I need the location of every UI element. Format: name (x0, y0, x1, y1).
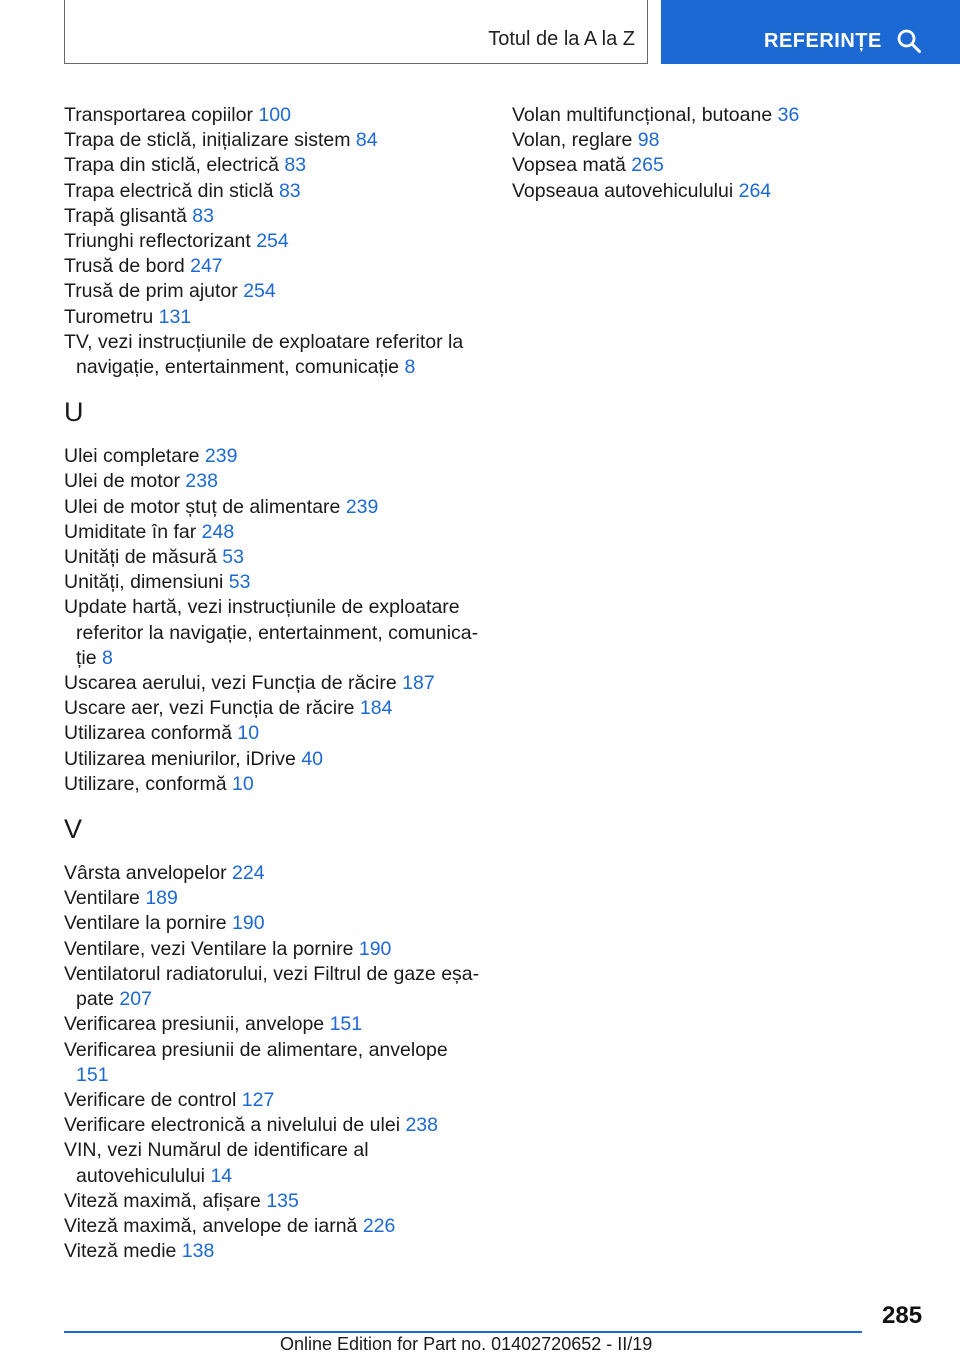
section-letter-v: V (64, 814, 83, 845)
entry-text: Trapa de sticlă, inițializare sistem (64, 129, 351, 152)
entry-text: Ventilare, vezi Ventilare la pornire (64, 937, 354, 960)
index-entry (64, 545, 484, 570)
entry-text: Trusă de bord (64, 255, 185, 278)
entry-text: Utilizarea meniurilor, iDrive (64, 747, 296, 770)
index-entry (64, 153, 484, 178)
entry-text: Viteză maximă, afișare (64, 1189, 261, 1212)
index-entry (64, 179, 484, 204)
page-link[interactable]: 239 (345, 495, 379, 518)
entry-text: Ulei completare (64, 445, 200, 468)
index-entry (64, 671, 484, 696)
entry-text: Trapa electrică din sticlă (64, 179, 274, 202)
index-entry (64, 520, 484, 545)
chapter-header (64, 0, 648, 64)
entry-text: Ventilatorul radiatorului, vezi Filtrul de gaze eșapate (64, 962, 480, 1011)
entry-text: TV, vezi instrucțiunile de exploatare referitor la navigație, entertainment, comunicație (64, 330, 464, 379)
entry-text: Volan multifuncțional, butoane (512, 104, 773, 126)
page-link[interactable]: 238 (185, 470, 218, 493)
entry-text: Triunghi reflectorizant (64, 230, 251, 253)
index-entry (64, 279, 484, 304)
entry-text: Unități de măsură (64, 546, 217, 569)
chapter-title: Totul de la A la Z (488, 28, 635, 50)
page-link[interactable]: 151 (76, 1063, 109, 1086)
index-entry (512, 128, 932, 153)
entry-text: Ulei de motor ștuț de alimentare (64, 495, 341, 518)
entry-text: Utilizare, conformă (64, 772, 227, 795)
entry-text: Verificarea presiunii de alimentare, anvelope (64, 1038, 448, 1061)
page-link[interactable]: 14 (210, 1164, 233, 1187)
index-entry (64, 747, 484, 772)
index-entry (512, 153, 932, 178)
reference-tab-label: REFERINȚE (764, 30, 882, 52)
page-link[interactable]: 254 (243, 280, 276, 303)
page-link[interactable]: 84 (355, 129, 378, 152)
index-entry (64, 861, 484, 886)
page-link[interactable]: 10 (237, 722, 260, 745)
index-entry (64, 444, 484, 469)
entry-text: Umiditate în far (64, 520, 197, 543)
entry-text: Viteză medie (64, 1240, 177, 1263)
entry-text: Uscarea aerului, vezi Funcția de răcire (64, 672, 397, 695)
entry-text: Volan, reglare (512, 129, 633, 152)
index-entry (64, 305, 484, 330)
page-link[interactable]: 184 (359, 697, 393, 720)
index-entry (64, 254, 484, 279)
entry-text: Turometru (64, 305, 154, 328)
page-link[interactable]: 264 (738, 179, 772, 202)
page-link[interactable]: 207 (119, 988, 152, 1011)
page-link[interactable]: 190 (232, 912, 265, 935)
entry-text: Ulei de motor (64, 470, 180, 493)
page-link[interactable]: 131 (158, 305, 192, 328)
entry-text: Ventilare (64, 887, 140, 910)
entry-text: Vârsta anvelopelor (64, 862, 227, 885)
index-entry (64, 330, 484, 380)
entry-group-v (64, 861, 484, 1264)
entry-text: Uscare aer, vezi Funcția de răcire (64, 697, 355, 720)
index-entry (64, 696, 484, 721)
index-entry (64, 1038, 484, 1088)
index-entry (64, 721, 484, 746)
page-link[interactable]: 189 (145, 887, 178, 910)
index-entry (64, 229, 484, 254)
entry-text: Verificare electronică a nivelului de ulei (64, 1114, 401, 1137)
entry-text: Viteză maximă, anvelope de iarnă (64, 1214, 358, 1237)
entry-text: Transportarea copiilor (64, 104, 253, 126)
index-entry (64, 595, 484, 671)
footer-divider (64, 1331, 862, 1333)
page-link[interactable]: 226 (362, 1214, 396, 1237)
page-link[interactable]: 190 (358, 937, 392, 960)
section-letter-u: U (64, 397, 84, 428)
entry-text: Update hartă, vezi instrucțiunile de exploatare referitor la navigație, entertainment, comunicație (64, 596, 479, 669)
page-link[interactable]: 187 (402, 672, 435, 695)
page-number: 285 (882, 1302, 923, 1329)
page-link[interactable]: 8 (404, 356, 416, 379)
index-entry (64, 1138, 484, 1188)
page-link[interactable]: 238 (405, 1114, 438, 1137)
page-link[interactable]: 265 (631, 154, 664, 177)
reference-tab[interactable] (661, 0, 960, 64)
index-entry (64, 962, 484, 1012)
entry-text: Unități, dimensiuni (64, 571, 224, 594)
entry-group-u (64, 444, 484, 797)
page-link[interactable]: 127 (241, 1088, 275, 1111)
index-column-left (64, 103, 484, 1264)
index-entry (64, 772, 484, 797)
entry-text: Ventilare la pornire (64, 912, 227, 935)
page-link[interactable]: 8 (102, 646, 113, 669)
footer-edition: Online Edition for Part no. 01402720652 - II/19 (280, 1334, 653, 1354)
page-link[interactable]: 83 (278, 179, 301, 202)
entry-group-t (64, 103, 484, 380)
page-link[interactable]: 138 (181, 1240, 215, 1263)
index-entry (64, 937, 484, 962)
entry-text: Trapă glisantă (64, 204, 187, 227)
entry-text: Utilizarea conformă (64, 722, 232, 745)
index-entry (64, 103, 484, 128)
entry-text: Vopsea mată (512, 154, 626, 177)
entry-text: Vopseaua autovehiculului (512, 179, 734, 202)
index-entry (64, 495, 484, 520)
entry-text: VIN, vezi Numărul de identificare al autovehiculului (64, 1139, 369, 1187)
search-icon[interactable] (896, 28, 922, 54)
page-link[interactable]: 224 (232, 862, 265, 885)
page-link[interactable]: 98 (637, 129, 660, 152)
entry-text: Trapa din sticlă, electrică (64, 154, 279, 177)
entry-text: Verificare de control (64, 1088, 237, 1111)
page-link[interactable]: 248 (201, 520, 235, 543)
page-link[interactable]: 40 (301, 747, 324, 770)
page-link[interactable]: 10 (231, 772, 254, 795)
index-entry (512, 103, 932, 128)
index-entry (64, 886, 484, 911)
index-entry (64, 570, 484, 595)
page-link[interactable]: 151 (329, 1013, 363, 1036)
index-entry (64, 1012, 484, 1037)
index-entry (64, 204, 484, 229)
index-entry (64, 1239, 484, 1264)
index-entry (64, 1214, 484, 1239)
index-entry (512, 179, 932, 204)
page-link[interactable]: 83 (192, 204, 214, 227)
page-link[interactable]: 135 (266, 1189, 299, 1212)
page-link[interactable]: 247 (190, 255, 223, 278)
index-entry (64, 1113, 484, 1138)
page-link[interactable]: 53 (222, 546, 244, 569)
index-entry (64, 911, 484, 936)
page-link[interactable]: 254 (256, 230, 289, 253)
page-link[interactable]: 100 (258, 104, 291, 126)
index-column-right (512, 103, 932, 204)
entry-text: Verificarea presiunii, anvelope (64, 1013, 325, 1036)
page-link[interactable]: 239 (204, 445, 238, 468)
index-entry (64, 1088, 484, 1113)
index-entry (64, 1189, 484, 1214)
entry-text: Trusă de prim ajutor (64, 280, 238, 303)
index-entry (64, 128, 484, 153)
page-link[interactable]: 36 (777, 104, 800, 126)
page-link[interactable]: 53 (228, 571, 251, 594)
index-entry (64, 469, 484, 494)
page-link[interactable]: 83 (284, 154, 307, 177)
